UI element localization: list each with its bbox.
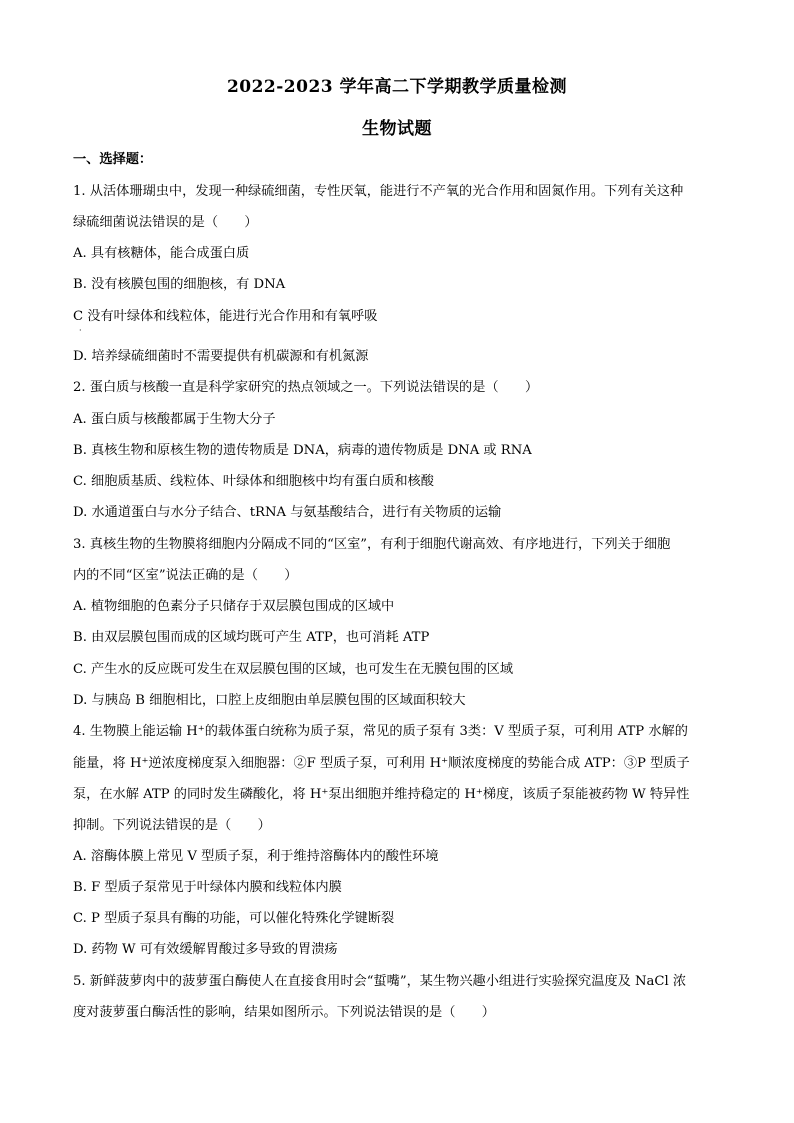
question-2-option-d: D. 水通道蛋白与水分子结合、tRNA 与氨基酸结合，进行有关物质的运输 [73,505,502,520]
question-2-option-c: C. 细胞质基质、线粒体、叶绿体和细胞核中均有蛋白质和核酸 [73,474,434,489]
question-3-option-d: D. 与胰岛 B 细胞相比，口腔上皮细胞由单层膜包围的区域面积较大 [73,693,466,708]
question-4-stem-line-3: 泵，在水解 ATP 的同时发生磷酸化，将 H⁺泵出细胞并维持稳定的 H⁺梯度，该质子泵能被药物 W 特异性 [73,787,690,802]
question-1-option-b: B. 没有核膜包围的细胞核，有 DNA [73,277,286,292]
question-3-stem-line-2: 内的不同“区室”说法正确的是（ ） [73,568,298,583]
question-1-option-c: C 没有叶绿体和线粒体，能进行光合作用和有氧呼吸 [73,309,378,324]
question-4-stem-line-2: 能量，将 H⁺逆浓度梯度泵入细胞器：②F 型质子泵，可利用 H⁺顺浓度梯度的势能合成 ATP：③P 型质子 [73,756,690,771]
question-3-option-c: C. 产生水的反应既可发生在双层膜包围的区域，也可发生在无膜包围的区域 [73,662,514,677]
question-1-stem-line-1: 1. 从活体珊瑚虫中，发现一种绿硫细菌，专性厌氧，能进行不产氧的光合作用和固氮作用。下列有关这种 [73,184,684,199]
question-3-option-a: A. 植物细胞的色素分子只储存于双层膜包围成的区域中 [73,599,395,614]
question-4-stem-line-4: 抑制。下列说法错误的是（ ） [73,818,271,833]
question-3-option-b: B. 由双层膜包围而成的区域均既可产生 ATP，也可消耗 ATP [73,630,430,645]
question-4-option-d: D. 药物 W 可有效缓解胃酸过多导致的胃溃疡 [73,942,338,957]
question-3-stem-line-1: 3. 真核生物的生物膜将细胞内分隔成不同的“区室”，有利于细胞代谢高效、有序地进行，下列关于细胞 [73,537,671,552]
question-2-stem-line-1: 2. 蛋白质与核酸一直是科学家研究的热点领域之一。下列说法错误的是（ ） [73,380,539,395]
section-heading: 一、选择题： [73,152,153,167]
question-4-stem-line-1: 4. 生物膜上能运输 H⁺的载体蛋白统称为质子泵，常见的质子泵有 3类：V 型质子泵，可利用 ATP 水解的 [73,724,688,739]
question-1-option-a: A. 具有核糖体，能合成蛋白质 [73,246,250,261]
question-4-option-b: B. F 型质子泵常见于叶绿体内膜和线粒体内膜 [73,880,342,895]
question-1-option-d: D. 培养绿硫细菌时不需要提供有机碳源和有机氮源 [73,349,369,364]
question-4-option-a: A. 溶酶体膜上常见 V 型质子泵，利于维持溶酶体内的酸性环境 [73,849,439,864]
question-4-option-c: C. P 型质子泵具有酶的功能，可以催化特殊化学键断裂 [73,911,395,926]
question-2-option-a: A. 蛋白质与核酸都属于生物大分子 [73,412,276,427]
question-1-stem-line-2: 绿硫细菌说法错误的是（ ） [73,215,258,230]
exam-title: 2022-2023 学年高二下学期教学质量检测 [226,77,568,97]
question-5-stem-line-2: 度对菠萝蛋白酶活性的影响，结果如图所示。下列说法错误的是（ ） [73,1005,495,1020]
question-5-stem-line-1: 5. 新鲜菠萝肉中的菠萝蛋白酶使人在直接食用时会“蜇嘴”，某生物兴趣小组进行实验探究温度及 NaCl 浓 [73,974,687,989]
stray-dot-mark: · [79,326,82,335]
exam-subtitle: 生物试题 [362,119,432,139]
question-2-option-b: B. 真核生物和原核生物的遗传物质是 DNA，病毒的遗传物质是 DNA 或 RNA [73,443,532,458]
